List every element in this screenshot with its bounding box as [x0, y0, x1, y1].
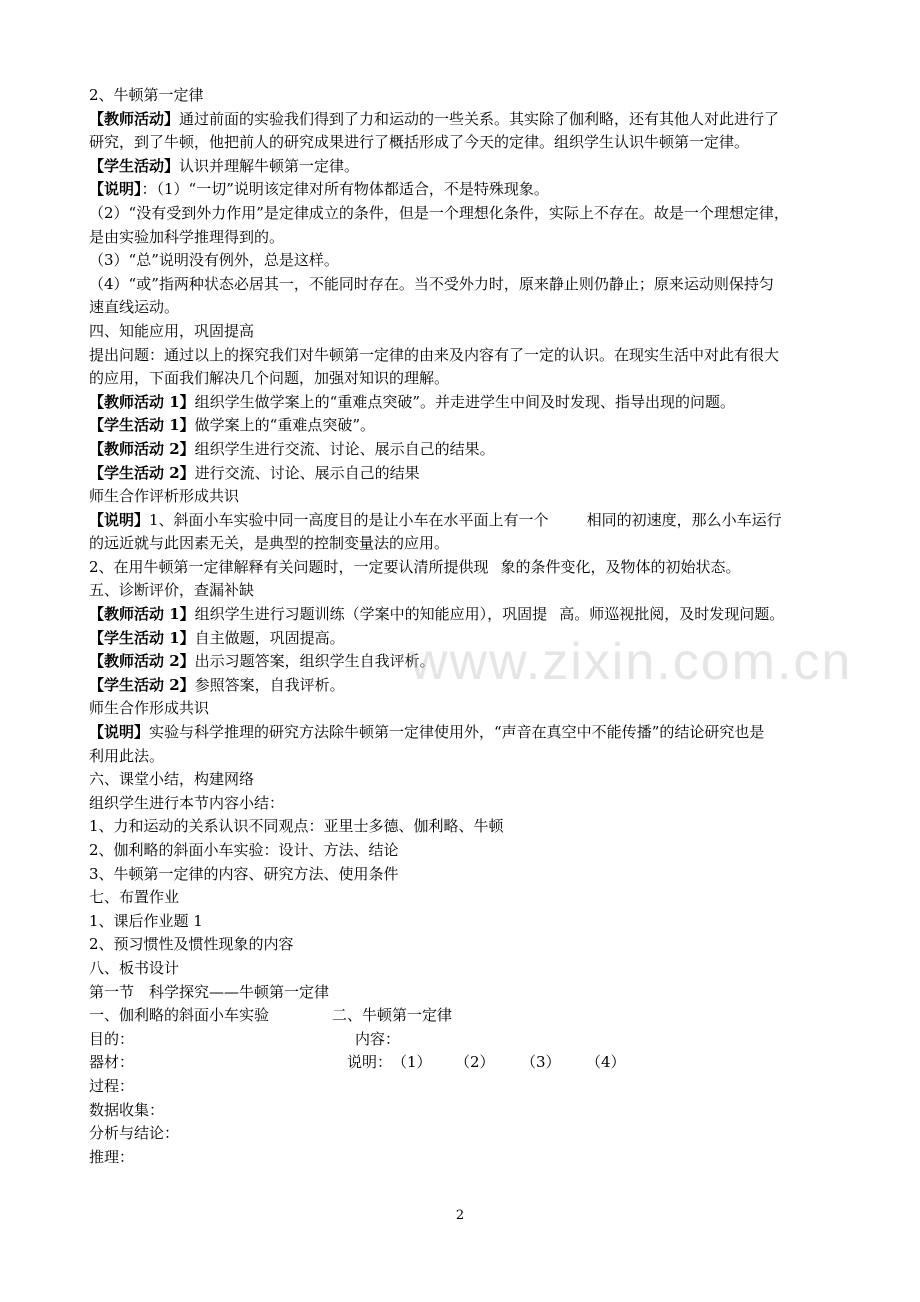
- text-line: [89, 438, 841, 462]
- board-explanation-item: （2）: [455, 1053, 495, 1072]
- line-text: 师生合作评析形成共识: [89, 487, 240, 506]
- text-line: [89, 792, 841, 816]
- board-left-cell: 推理：: [89, 1147, 135, 1166]
- line-text: 组织学生进行习题训练（学案中的知能应用），巩固提: [194, 605, 548, 624]
- text-line: [89, 863, 841, 887]
- text-line: [89, 745, 841, 769]
- bold-label: 【学生活动 2】: [89, 463, 195, 482]
- line-text: 五、诊断评价，查漏补缺: [89, 581, 255, 600]
- line-text: ：（1）“一切”说明该定律对所有物体都适合，不是特殊现象。: [141, 180, 549, 199]
- text-line: [89, 344, 841, 368]
- line-text: 自主做题，巩固提高。: [194, 628, 345, 647]
- text-line: [89, 933, 841, 957]
- text-line: [89, 603, 841, 627]
- line-text: 的远近就与此因素无关，是典型的控制变量法的应用。: [89, 534, 450, 553]
- line-text: 七、布置作业: [89, 888, 180, 907]
- line-text: 进行交流、讨论、展示自己的结果: [194, 463, 420, 482]
- text-line: [89, 627, 841, 651]
- line-text: 六、课堂小结，构建网络: [89, 770, 255, 789]
- board-explanation-item: （4）: [586, 1053, 626, 1072]
- line-text: 组织学生进行交流、讨论、展示自己的结果。: [194, 439, 495, 458]
- line-text: 八、板书设计: [89, 958, 180, 977]
- text-line: [89, 178, 841, 202]
- line-text: 2、牛顿第一定律: [89, 86, 204, 104]
- text-line: [89, 414, 841, 438]
- line-text: 2、预习惯性及惯性现象的内容: [89, 935, 294, 954]
- board-row: [89, 1122, 841, 1146]
- bold-label: 【学生活动】: [89, 156, 180, 175]
- text-line: [89, 815, 841, 839]
- text-line: [89, 509, 841, 533]
- text-line: [89, 296, 841, 320]
- board-left-cell: 一、伽利略的斜面小车实验: [89, 1006, 270, 1025]
- text-line: [89, 721, 841, 745]
- bold-label: 【说明】: [89, 510, 150, 529]
- text-line: [89, 768, 841, 792]
- line-text: 2、在用牛顿第一定律解释有关问题时，一定要认清所提供现: [89, 557, 489, 576]
- line-text: 通过前面的实验我们得到了力和运动的一些关系。其实除了伽利略，还有其他人对此进行了: [179, 109, 780, 128]
- text-line: [89, 226, 841, 250]
- watermark: www.zixin.com.cn: [410, 633, 853, 691]
- line-text: 研究，到了牛顿，他把前人的研究成果进行了概括形成了今天的定律。组织学生认识牛顿第一定律。: [89, 133, 750, 152]
- bold-label: 【教师活动】: [89, 109, 180, 128]
- line-text-continued: 相同的初速度，那么小车运行: [586, 510, 782, 529]
- line-text: 1、斜面小车实验中同一高度目的是让小车在水平面上有一个: [149, 510, 549, 529]
- text-line: [89, 367, 841, 391]
- text-line: [89, 910, 841, 934]
- text-line: [89, 202, 841, 226]
- text-line: [89, 886, 841, 910]
- text-line: [89, 131, 841, 155]
- page-number: 2: [455, 1208, 465, 1223]
- text-line: [89, 462, 841, 486]
- line-text-continued: 高。师巡视批阅，及时发现问题。: [559, 605, 785, 624]
- text-line: [89, 957, 841, 981]
- line-text: 提出问题：通过以上的探究我们对牛顿第一定律的由来及内容有了一定的认识。在现实生活中对此有很大: [89, 345, 780, 364]
- line-text: 1、课后作业题 1: [89, 911, 203, 930]
- text-line: [89, 485, 841, 509]
- text-line: [89, 556, 841, 580]
- line-text: 组织学生进行本节内容小结：: [89, 793, 285, 812]
- line-text: 是由实验加科学推理得到的。: [89, 227, 285, 246]
- line-text: 认识并理解牛顿第一定律。: [179, 156, 360, 175]
- text-line: [89, 273, 841, 297]
- board-row-materials: [89, 1051, 841, 1075]
- bold-label: 【教师活动 1】: [89, 605, 195, 624]
- line-text: 3、牛顿第一定律的内容、研究方法、使用条件: [89, 864, 399, 883]
- board-explanation-item: （1）: [392, 1053, 432, 1072]
- line-text-continued: 象的条件变化，及物体的初始状态。: [500, 557, 741, 576]
- bold-label: 【学生活动 1】: [89, 628, 195, 647]
- text-line: [89, 839, 841, 863]
- line-text: （3）“总”说明没有例外，总是这样。: [89, 251, 339, 270]
- bold-label: 【说明】: [89, 723, 150, 742]
- text-line: [89, 532, 841, 556]
- line-text: 做学案上的“重难点突破”。: [194, 416, 376, 435]
- document-body: [89, 84, 841, 1169]
- text-line: [89, 320, 841, 344]
- line-text: 利用此法。: [89, 746, 165, 765]
- text-line: [89, 84, 841, 108]
- board-explanation-item: （3）: [521, 1053, 561, 1072]
- line-text: 出示习题答案，组织学生自我评析。: [194, 652, 435, 671]
- board-row-headings: [89, 1004, 841, 1028]
- text-line: [89, 674, 841, 698]
- board-row: [89, 1075, 841, 1099]
- text-line: [89, 697, 841, 721]
- board-left-cell: 数据收集：: [89, 1100, 165, 1119]
- text-line: [89, 981, 841, 1005]
- bold-label: 【学生活动 2】: [89, 675, 195, 694]
- board-left-cell: 分析与结论：: [89, 1124, 180, 1143]
- bold-label: 【学生活动 1】: [89, 416, 195, 435]
- text-line: [89, 108, 841, 132]
- board-row: [89, 1146, 841, 1170]
- board-right-cell: 内容：: [355, 1029, 401, 1048]
- line-text: 参照答案，自我评析。: [194, 675, 345, 694]
- text-line: [89, 249, 841, 273]
- bold-label: 【教师活动 2】: [89, 652, 195, 671]
- text-line: [89, 391, 841, 415]
- text-line: [89, 155, 841, 179]
- line-text: 速直线运动。: [89, 298, 180, 317]
- line-text: 的应用，下面我们解决几个问题，加强对知识的理解。: [89, 369, 450, 388]
- board-left-cell: 过程：: [89, 1076, 135, 1095]
- bold-label: 【说明】: [89, 180, 142, 199]
- board-row-purpose: [89, 1028, 841, 1052]
- line-text: 实验与科学推理的研究方法除牛顿第一定律使用外，“声音在真空中不能传播”的结论研究也是: [149, 723, 765, 742]
- line-text: 师生合作形成共识: [89, 699, 210, 718]
- bold-label: 【教师活动 1】: [89, 392, 195, 411]
- line-text: 1、力和运动的关系认识不同观点：亚里士多德、伽利略、牛顿: [89, 817, 504, 836]
- line-text: 第一节 科学探究——牛顿第一定律: [89, 982, 330, 1001]
- line-text: （2）“没有受到外力作用”是定律成立的条件，但是一个理想化条件，实际上不存在。故是一个理想定律，: [89, 203, 789, 222]
- bold-label: 【教师活动 2】: [89, 439, 195, 458]
- board-left-cell: 器材：: [89, 1053, 135, 1072]
- line-text: 组织学生做学案上的“重难点突破”。并走进学生中间及时发现、指导出现的问题。: [194, 392, 736, 411]
- text-line: [89, 650, 841, 674]
- board-row: [89, 1099, 841, 1123]
- line-text: （4）“或”指两种状态必居其一，不能同时存在。当不受外力时，原来静止则仍静止；原来运动则保持匀: [89, 274, 774, 293]
- line-text: 2、伽利略的斜面小车实验：设计、方法、结论: [89, 841, 399, 859]
- line-text: 四、知能应用，巩固提高: [89, 321, 255, 340]
- board-explanation-label: 说明：: [347, 1053, 393, 1072]
- text-line: [89, 579, 841, 603]
- board-right-cell: 二、牛顿第一定律: [332, 1006, 453, 1025]
- board-left-cell: 目的：: [89, 1029, 135, 1048]
